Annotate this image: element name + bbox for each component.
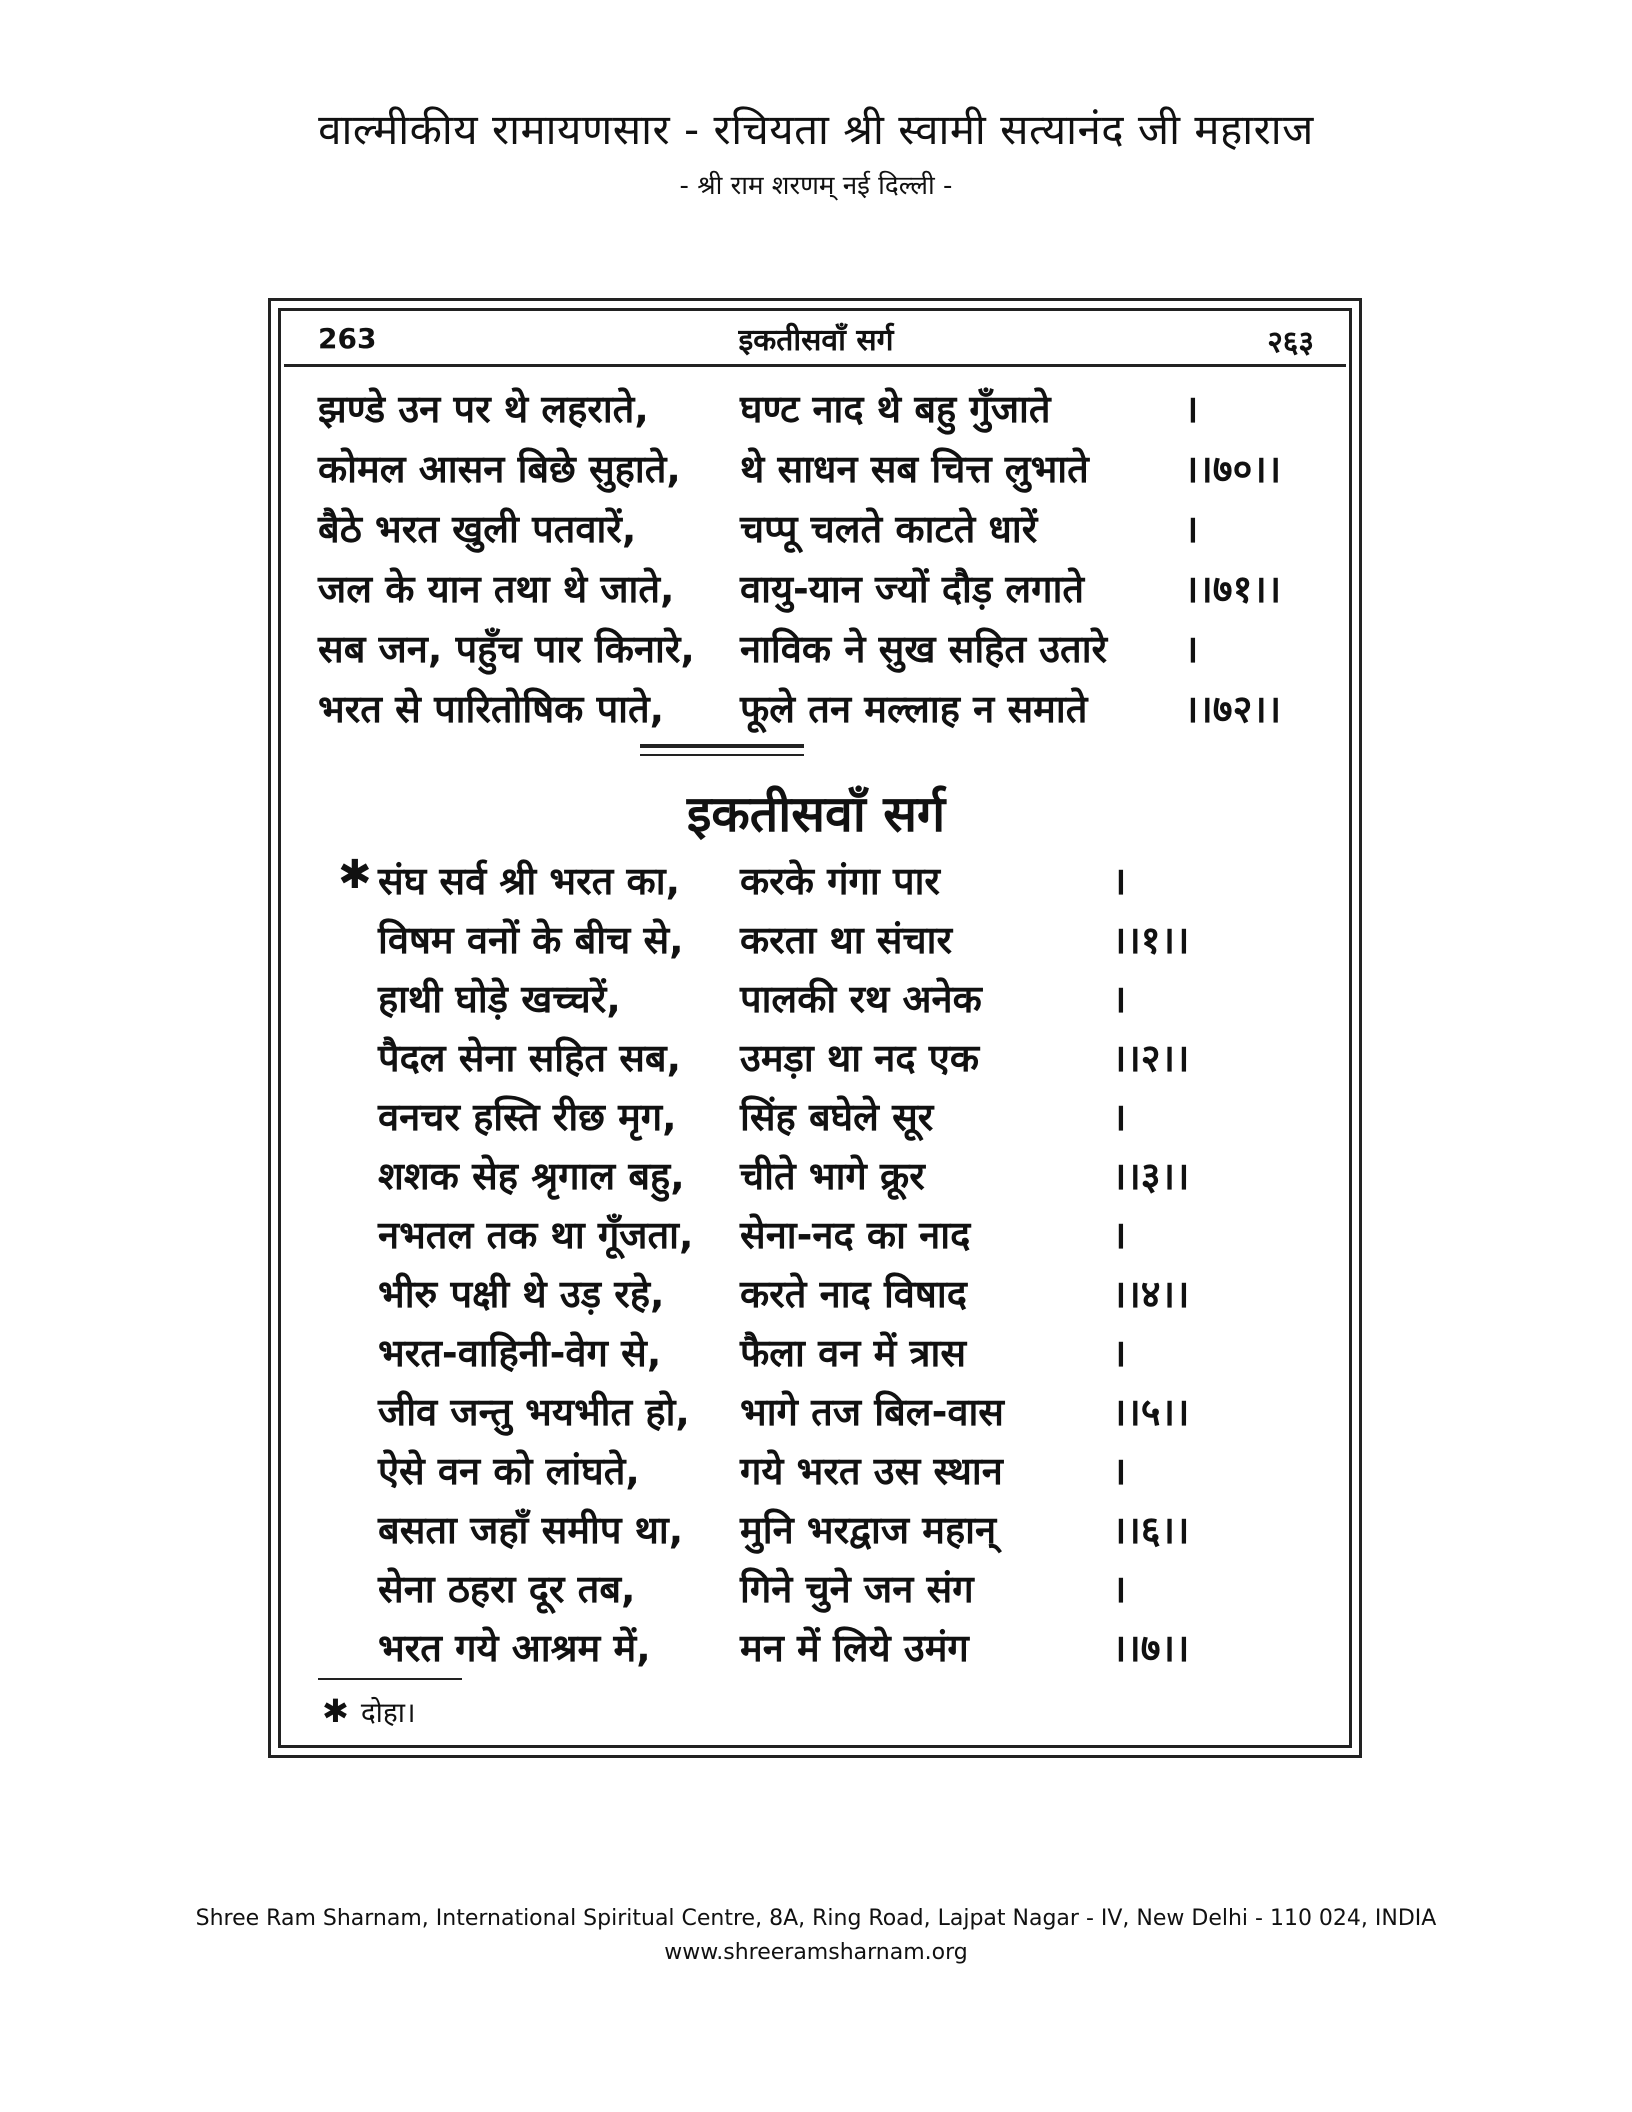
- verse-first-half: विषम वनों के बीच से,: [378, 918, 684, 962]
- verse-first-half: भरत गये आश्रम में,: [378, 1626, 651, 1670]
- verse-mark: ।: [1184, 627, 1199, 671]
- document-header-title: वाल्मीकीय रामायणसार - रचियता श्री स्वामी सत्यानंद जी महाराज: [318, 105, 1314, 154]
- section-divider-thin: [640, 754, 804, 756]
- verse-first-half: जीव जन्तु भयभीत हो,: [378, 1390, 690, 1434]
- verse-second-half: पालकी रथ अनेक: [740, 977, 982, 1021]
- verse-mark: ।: [1112, 1449, 1127, 1493]
- verse-first-half: संघ सर्व श्री भरत का,: [378, 859, 681, 903]
- verse-mark: ।: [1112, 1213, 1127, 1257]
- verse-second-half: फूले तन मल्लाह न समाते: [740, 687, 1088, 731]
- verse-first-half: ऐसे वन को लांघते,: [378, 1449, 640, 1493]
- verse-second-half: भागे तज बिल-वास: [740, 1390, 1004, 1434]
- verse-mark: ।।३।।: [1112, 1154, 1190, 1198]
- verse-first-half: बसता जहाँ समीप था,: [378, 1508, 684, 1552]
- footnote: [322, 1692, 416, 1731]
- verse-first-half: शशक सेह श्रृगाल बहु,: [378, 1154, 685, 1198]
- verse-second-half: करके गंगा पार: [740, 859, 940, 903]
- section-title: इकतीसवाँ सर्ग: [686, 785, 946, 843]
- verse-mark: ।: [1112, 1095, 1127, 1139]
- verse-second-half: उमड़ा था नद एक: [740, 1036, 979, 1080]
- verse-mark: ।।७१।।: [1184, 567, 1282, 611]
- asterisk-marker: ✱: [338, 852, 372, 898]
- verse-mark: ।।२।।: [1112, 1036, 1190, 1080]
- verse-second-half: मन में लिये उमंग: [740, 1626, 969, 1670]
- document-header-subtitle: - श्री राम शरणम् नई दिल्ली -: [679, 171, 953, 201]
- verse-second-half: नाविक ने सुख सहित उतारे: [740, 627, 1108, 671]
- section-divider-thick: [640, 744, 804, 748]
- verse-mark: ।: [1184, 507, 1199, 551]
- footnote-rule: [318, 1678, 462, 1680]
- verse-second-half: गये भरत उस स्थान: [740, 1449, 1003, 1493]
- verse-first-half: झण्डे उन पर थे लहराते,: [318, 387, 649, 431]
- verse-second-half: घण्ट नाद थे बहु गुँजाते: [740, 387, 1051, 431]
- verse-first-half: वनचर हस्ति रीछ मृग,: [378, 1095, 677, 1139]
- verse-mark: ।।४।।: [1112, 1272, 1190, 1316]
- verse-mark: ।।६।।: [1112, 1508, 1190, 1552]
- verse-mark: ।।७।।: [1112, 1626, 1190, 1670]
- verse-second-half: सेना-नद का नाद: [740, 1213, 971, 1257]
- verse-second-half: वायु-यान ज्यों दौड़ लगाते: [740, 567, 1085, 611]
- verse-first-half: सब जन, पहुँच पार किनारे,: [318, 627, 695, 671]
- verse-mark: ।।७०।।: [1184, 447, 1282, 491]
- verse-mark: ।: [1184, 387, 1199, 431]
- verse-mark: ।: [1112, 1567, 1127, 1611]
- verse-second-half: चीते भागे क्रूर: [740, 1154, 925, 1198]
- verse-second-half: करता था संचार: [740, 918, 953, 962]
- verse-second-half: करते नाद विषाद: [740, 1272, 967, 1316]
- verse-second-half: मुनि भरद्वाज महान्: [740, 1508, 997, 1552]
- verse-mark: ।: [1112, 977, 1127, 1021]
- verse-second-half: थे साधन सब चित्त लुभाते: [740, 447, 1089, 491]
- page-number-devanagari: २६३: [1267, 325, 1314, 360]
- verse-first-half: नभतल तक था गूँजता,: [378, 1213, 694, 1257]
- verse-first-half: पैदल सेना सहित सब,: [378, 1036, 682, 1080]
- verse-first-half: कोमल आसन बिछे सुहाते,: [318, 447, 681, 491]
- footer-website[interactable]: www.shreeramsharnam.org: [664, 1940, 968, 1965]
- verse-second-half: चप्पू चलते काटते धारें: [740, 507, 1038, 551]
- verse-mark: ।: [1112, 1331, 1127, 1375]
- verse-first-half: बैठे भरत खुली पतवारें,: [318, 507, 637, 551]
- verse-first-half: जल के यान तथा थे जाते,: [318, 567, 675, 611]
- verse-second-half: फैला वन में त्रास: [740, 1331, 967, 1375]
- footnote-asterisk: ✱: [322, 1692, 349, 1730]
- footnote-text: दोहा।: [360, 1696, 416, 1729]
- verse-mark: ।: [1112, 859, 1127, 903]
- verse-mark: ।।१।।: [1112, 918, 1190, 962]
- footer-address: Shree Ram Sharnam, International Spiritual Centre, 8A, Ring Road, Lajpat Nagar - IV, New Delhi - 110 024, INDIA: [195, 1906, 1437, 1931]
- running-head-rule: [284, 364, 1346, 367]
- verse-first-half: भरत-वाहिनी-वेग से,: [378, 1331, 662, 1375]
- verse-first-half: सेना ठहरा दूर तब,: [378, 1567, 636, 1611]
- verse-first-half: भीरु पक्षी थे उड़ रहे,: [378, 1272, 665, 1316]
- verse-second-half: गिने चुने जन संग: [740, 1567, 974, 1611]
- verse-first-half: हाथी घोड़े खच्चरें,: [378, 977, 621, 1021]
- verse-second-half: सिंह बघेले सूर: [740, 1095, 934, 1139]
- verse-mark: ।।५।।: [1112, 1390, 1190, 1434]
- verse-first-half: भरत से पारितोषिक पाते,: [318, 687, 665, 731]
- running-head-title: इकतीसवाँ सर्ग: [738, 323, 894, 358]
- page-number-latin: 263: [318, 322, 377, 355]
- verse-mark: ।।७२।।: [1184, 687, 1282, 731]
